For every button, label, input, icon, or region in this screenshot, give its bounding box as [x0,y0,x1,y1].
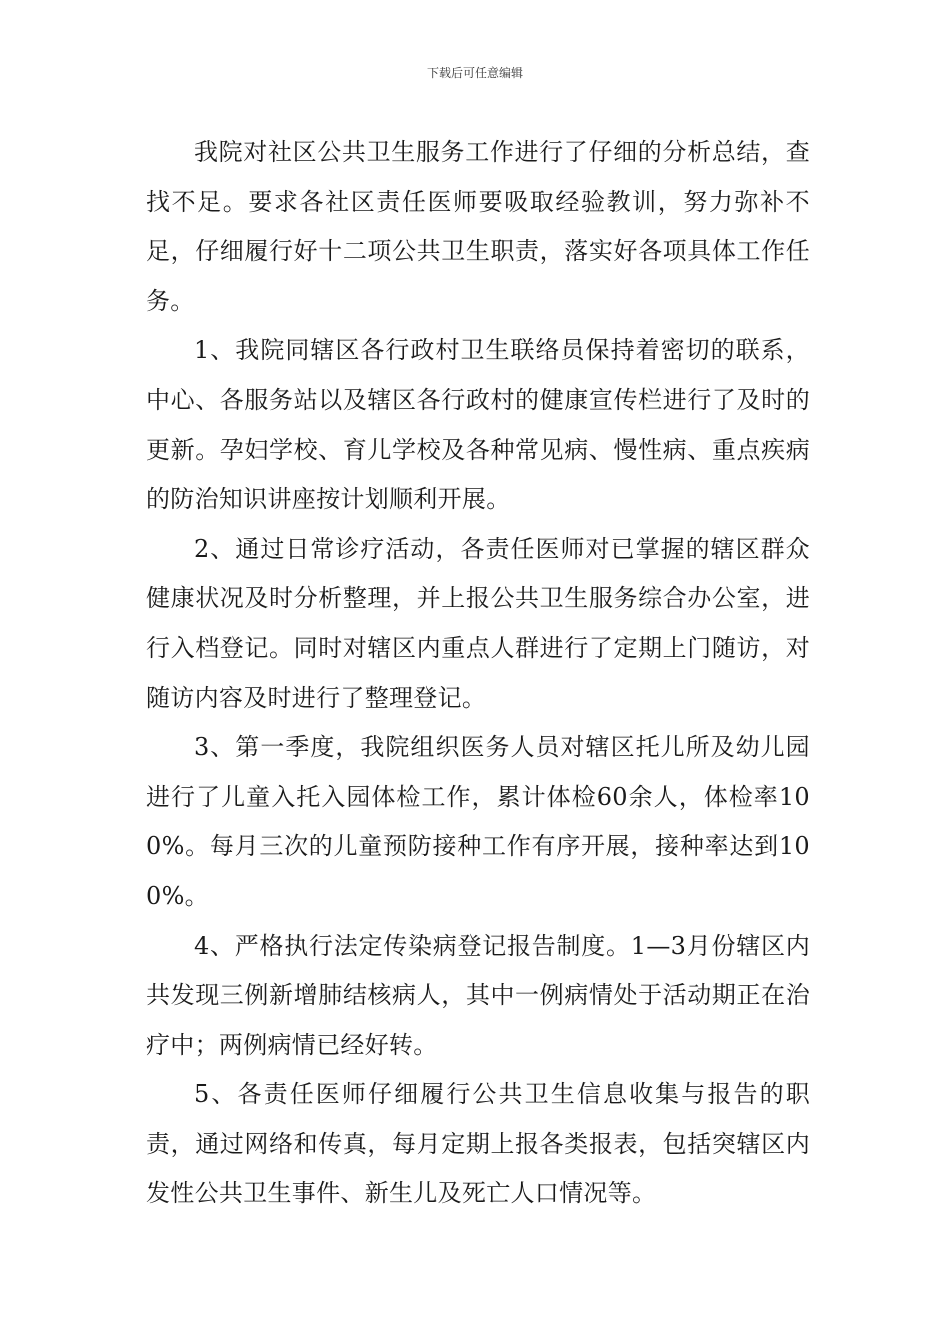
paragraph-item-5: 5、各责任医师仔细履行公共卫生信息收集与报告的职责，通过网络和传真，每月定期上报各类报表，包括突辖区内发性公共卫生事件、新生儿及死亡人口情况等。 [146,1080,810,1208]
page-header-note: 下载后可任意编辑 [426,66,523,80]
paragraph-item-4: 4、严格执行法定传染病登记报告制度。1—3月份辖区内共发现三例新增肺结核病人，其中一例病情处于活动期正在治疗中；两例病情已经好转。 [146,931,810,1059]
paragraph-intro: 我院对社区公共卫生服务工作进行了仔细的分析总结，查找不足。要求各社区责任医师要吸取经验教训，努力弥补不足，仔细履行好十二项公共卫生职责，落实好各项具体工作任务。 [146,138,810,315]
document-body [146,128,810,1219]
paragraph-item-1: 1、我院同辖区各行政村卫生联络员保持着密切的联系，中心、各服务站以及辖区各行政村的健康宣传栏进行了及时的更新。孕妇学校、育儿学校及各种常见病、慢性病、重点疾病的防治知识讲座按计划顺利开展。 [146,336,810,514]
paragraph-item-3: 3、第一季度，我院组织医务人员对辖区托儿所及幼儿园进行了儿童入托入园体检工作，累计体检60余人，体检率100%。每月三次的儿童预防接种工作有序开展，接种率达到100%。 [146,733,810,910]
paragraph-item-2: 2、通过日常诊疗活动，各责任医师对已掌握的辖区群众健康状况及时分析整理，并上报公共卫生服务综合办公室，进行入档登记。同时对辖区内重点人群进行了定期上门随访，对随访内容及时进行了整理登记。 [146,534,810,712]
